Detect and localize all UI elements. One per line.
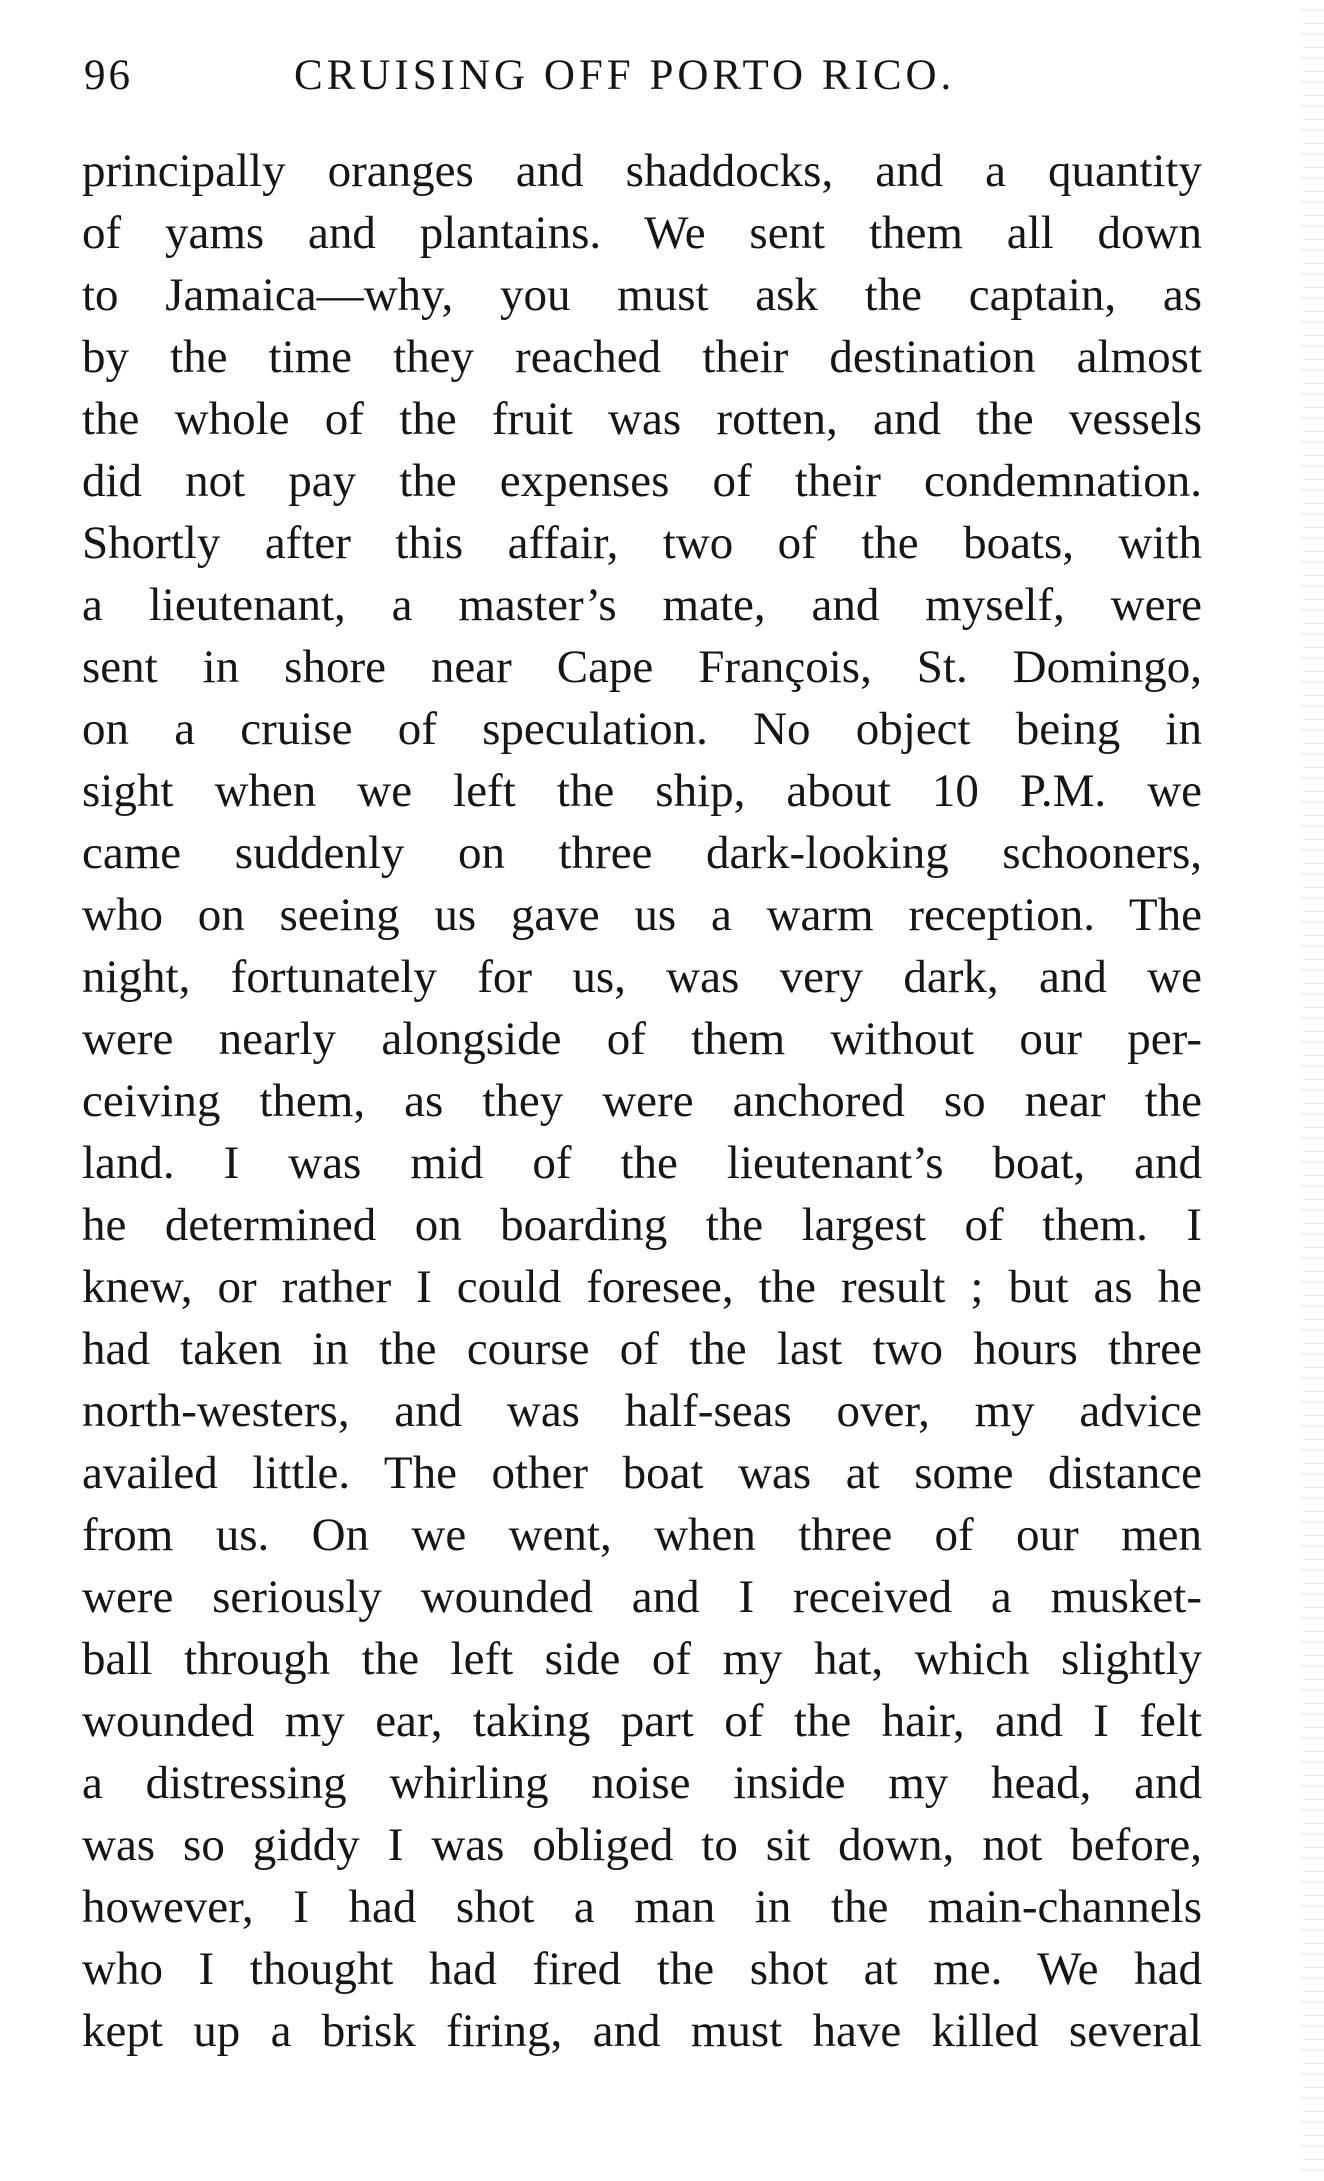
text-line: from us. On we went, when three of our men	[82, 1509, 1202, 1561]
page-edge	[1302, 0, 1324, 2181]
text-line: ball through the left side of my hat, which slightly	[82, 1633, 1202, 1685]
text-line: were nearly alongside of them without our per-	[82, 1013, 1202, 1065]
text-line: were seriously wounded and I received a musket-	[82, 1571, 1202, 1623]
text-line: by the time they reached their destination almost	[82, 331, 1202, 383]
text-line: to Jamaica—why, you must ask the captain, as	[82, 269, 1202, 321]
text-line: had taken in the course of the last two hours three	[82, 1323, 1202, 1375]
text-line: he determined on boarding the largest of them. I	[82, 1199, 1202, 1251]
page-number: 96	[84, 52, 133, 99]
running-title: CRUISING OFF PORTO RICO.	[294, 52, 956, 99]
text-line: north-westers, and was half-seas over, my advice	[82, 1385, 1202, 1437]
text-line: Shortly after this affair, two of the boats, with	[82, 517, 1202, 569]
text-line: was so giddy I was obliged to sit down, not before,	[82, 1819, 1202, 1871]
text-line: the whole of the fruit was rotten, and the vessels	[82, 393, 1202, 445]
text-line: sent in shore near Cape François, St. Domingo,	[82, 641, 1202, 693]
text-line: a lieutenant, a master’s mate, and myself, were	[82, 579, 1202, 631]
text-line: ceiving them, as they were anchored so near the	[82, 1075, 1202, 1127]
text-line: who I thought had fired the shot at me. We had	[82, 1943, 1202, 1995]
text-line: who on seeing us gave us a warm reception. The	[82, 889, 1202, 941]
text-line: night, fortunately for us, was very dark, and we	[82, 951, 1202, 1003]
text-line: came suddenly on three dark-looking schooners,	[82, 827, 1202, 879]
text-line: a distressing whirling noise inside my head, and	[82, 1757, 1202, 1809]
text-line: did not pay the expenses of their condemnation.	[82, 455, 1202, 507]
text-line: however, I had shot a man in the main-channels	[82, 1881, 1202, 1933]
text-line: knew, or rather I could foresee, the result ; but as he	[82, 1261, 1202, 1313]
text-line: land. I was mid of the lieutenant’s boat, and	[82, 1137, 1202, 1189]
text-line: kept up a brisk firing, and must have killed several	[82, 2005, 1202, 2057]
text-line: availed little. The other boat was at some distance	[82, 1447, 1202, 1499]
text-line: wounded my ear, taking part of the hair, and I felt	[82, 1695, 1202, 1747]
text-line: principally oranges and shaddocks, and a quantity	[82, 145, 1202, 197]
text-line: on a cruise of speculation. No object being in	[82, 703, 1202, 755]
text-line: of yams and plantains. We sent them all down	[82, 207, 1202, 259]
running-header	[84, 46, 1204, 106]
body-text	[82, 140, 1202, 2062]
text-line: sight when we left the ship, about 10 P.M. we	[82, 765, 1202, 817]
